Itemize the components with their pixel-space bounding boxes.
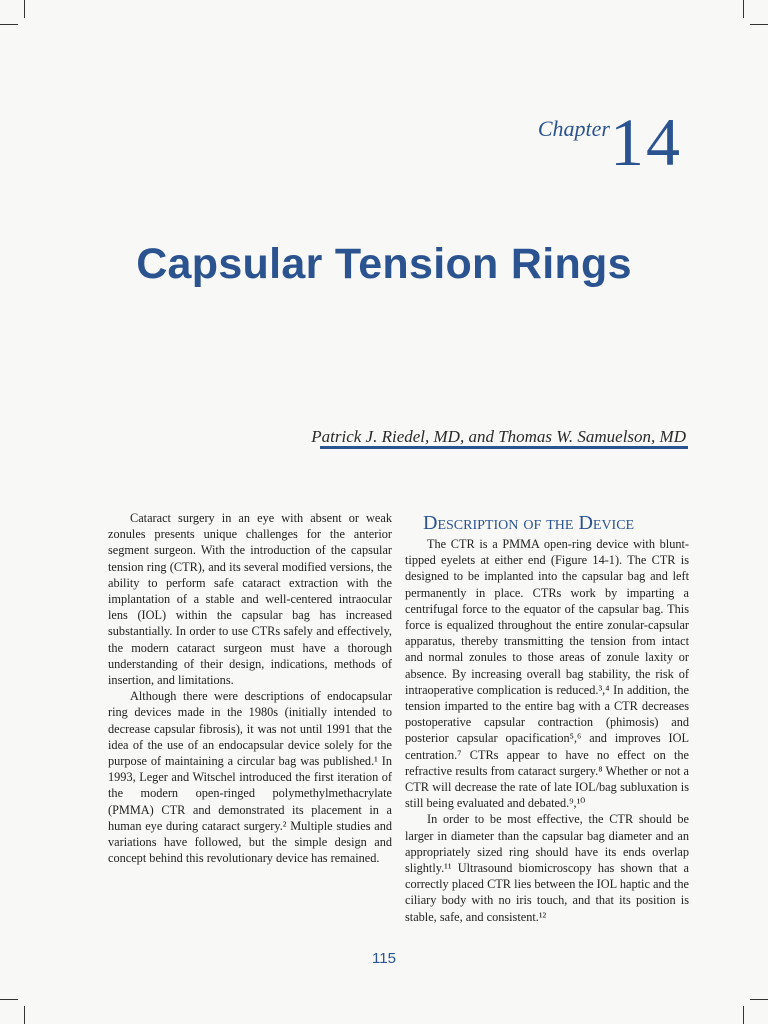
authors: Patrick J. Riedel, MD, and Thomas W. Samuelson, MD [311,427,686,446]
crop-mark [743,0,744,18]
chapter-label: Chapter [537,116,610,141]
crop-mark [743,1006,744,1024]
chapter-number: 14 [610,104,682,180]
crop-mark [0,999,18,1000]
crop-mark [24,1006,25,1024]
page-number: 115 [372,950,396,967]
crop-mark [750,999,768,1000]
body-paragraph: Although there were descriptions of endocapsular ring devices made in the 1980s (initially intended to decrease capsular fibrosis), it was not until 1991 that the idea of the use of an endocapsular device solely for the purpose of maintaining a circular bag was published.¹ In 1993, Leger and Witschel introduced the first iteration of the modern open-ringed polymethylmethacrylate (PMMA) CTR and demonstrated its placement in a human eye during cataract surgery.² Multiple studies and variations have followed, but the simple design and concept behind this revolutionary device has remained. [108,689,392,866]
right-column [405,512,689,925]
section-heading: Description of the Device [423,512,635,534]
chapter-heading [537,104,682,180]
left-column [108,510,392,866]
crop-mark [750,24,768,25]
body-paragraph: Cataract surgery in an eye with absent or weak zonules presents unique challenges for the anterior segment surgeon. With the introduction of the capsular tension ring (CTR), and its several modified versions, the ability to perform safe cataract extraction with the implantation of a stable and well-centered intraocular lens (IOL) within the capsular bag has increased substantially. In order to use CTRs safely and effectively, the modern cataract surgeon must have a thorough understanding of their design, indications, methods of insertion, and limitations. [108,511,392,688]
author-underline-rule [320,446,688,449]
body-paragraph: The CTR is a PMMA open-ring device with blunt-tipped eyelets at either end (Figure 14-1). The CTR is designed to be implanted into the capsular bag and left permanently in place. CTRs work by imparting a centrifugal force to the equator of the capsular bag. This force is equalized throughout the entire zonular-capsular apparatus, thereby transmitting the tension from intact and normal zonules to those areas of zonule laxity or absence. By increasing overall bag stability, the risk of intraoperative complication is reduced.³,⁴ In addition, the tension imparted to the entire bag with a CTR decreases postoperative capsular contraction (phimosis) and posterior capsular opacification⁵,⁶ and improves IOL centration.⁷ CTRs appear to have no effect on the refractive results from cataract surgery.⁸ Whether or not a CTR will decrease the rate of late IOL/bag subluxation is still being evaluated and debated.⁹,¹⁰ [405,537,689,811]
crop-mark [24,0,25,18]
chapter-title: Capsular Tension Rings [136,240,632,288]
crop-mark [0,24,18,25]
body-paragraph: In order to be most effective, the CTR should be larger in diameter than the capsular bag diameter and an appropriately sized ring should have its ends overlap slightly.¹¹ Ultrasound biomicroscopy has shown that a correctly placed CTR lies between the IOL haptic and the ciliary body with no iris touch, and that its position is stable, safe, and consistent.¹² [405,812,689,924]
